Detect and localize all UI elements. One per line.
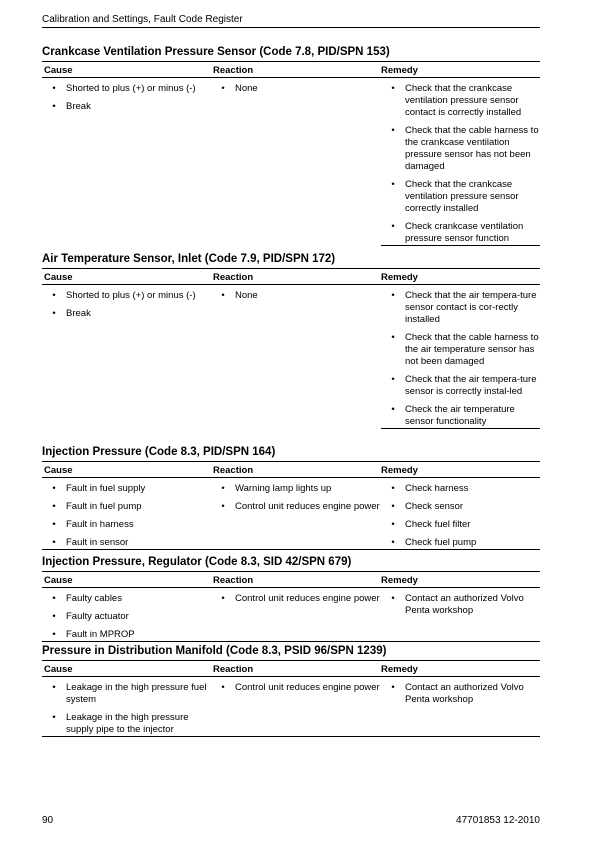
remedy-column xyxy=(381,62,540,246)
list-item: • Fault in harness xyxy=(42,519,211,531)
cause-column xyxy=(42,269,211,429)
reaction-header: Reaction xyxy=(211,269,381,285)
list-item: • Break xyxy=(42,101,211,113)
list-item: • Control unit reduces engine power xyxy=(211,501,381,513)
list-item: • Check that the cable harness to the crankcase ventilation pressure sensor has not been damaged xyxy=(381,125,540,173)
bullet-icon: • xyxy=(52,611,56,622)
reaction-column xyxy=(211,62,381,246)
list-item: • Control unit reduces engine power xyxy=(211,593,381,605)
list-item: • Shorted to plus (+) or minus (-) xyxy=(42,83,211,95)
remedy-column xyxy=(381,269,540,429)
bullet-icon: • xyxy=(221,501,225,512)
cause-column xyxy=(42,462,211,549)
list-item: • Check the air temperature sensor functionality xyxy=(381,404,540,428)
list-item: • Fault in sensor xyxy=(42,537,211,549)
bullet-icon: • xyxy=(391,290,395,301)
bullet-icon: • xyxy=(52,519,56,530)
remedy-header: Remedy xyxy=(381,462,540,478)
list-item: • Check that the cable harness to the air temperature sensor has not been damaged xyxy=(381,332,540,368)
list-item: • Break xyxy=(42,308,211,320)
list-item: • Check that the air tempera-ture sensor is correctly instal-led xyxy=(381,374,540,398)
cause-column xyxy=(42,62,211,246)
remedy-column xyxy=(381,661,540,736)
reaction-column xyxy=(211,269,381,429)
list-item: • Check that the crankcase ventilation pressure sensor contact is correctly installed xyxy=(381,83,540,119)
bullet-icon: • xyxy=(391,125,395,136)
section-title: Pressure in Distribution Manifold (Code 8.3, PSID 96/SPN 1239) xyxy=(42,645,540,661)
remedy-header: Remedy xyxy=(381,269,540,285)
list-item: • Check crankcase ventilation pressure sensor function xyxy=(381,221,540,245)
cause-header: Cause xyxy=(42,462,211,478)
bullet-icon: • xyxy=(221,290,225,301)
bullet-icon: • xyxy=(391,374,395,385)
bullet-icon: • xyxy=(52,101,56,112)
bullet-icon: • xyxy=(52,593,56,604)
list-item: • Fault in fuel pump xyxy=(42,501,211,513)
bullet-icon: • xyxy=(391,682,395,693)
bullet-icon: • xyxy=(221,593,225,604)
cause-header: Cause xyxy=(42,269,211,285)
section-title: Injection Pressure (Code 8.3, PID/SPN 164) xyxy=(42,446,540,462)
reaction-header: Reaction xyxy=(211,572,381,588)
reaction-column xyxy=(211,462,381,549)
section-title: Injection Pressure, Regulator (Code 8.3, SID 42/SPN 679) xyxy=(42,556,540,572)
fault-section-crankcase-ventilation xyxy=(42,46,540,246)
remedy-header: Remedy xyxy=(381,661,540,677)
list-item: • Check sensor xyxy=(381,501,540,513)
bullet-icon: • xyxy=(391,83,395,94)
list-item: • Leakage in the high pressure supply pipe to the injector xyxy=(42,712,211,736)
reaction-header: Reaction xyxy=(211,462,381,478)
cause-header: Cause xyxy=(42,661,211,677)
running-header: Calibration and Settings, Fault Code Register xyxy=(42,14,540,28)
remedy-header: Remedy xyxy=(381,62,540,78)
bullet-icon: • xyxy=(52,83,56,94)
bullet-icon: • xyxy=(391,593,395,604)
fault-section-injection-pressure-regulator xyxy=(42,556,540,642)
bullet-icon: • xyxy=(52,629,56,640)
cause-header: Cause xyxy=(42,62,211,78)
remedy-column xyxy=(381,462,540,549)
list-item: • Contact an authorized Volvo Penta workshop xyxy=(381,682,540,706)
bullet-icon: • xyxy=(52,537,56,548)
bullet-icon: • xyxy=(391,483,395,494)
list-item: • None xyxy=(211,290,381,302)
page-number: 90 xyxy=(42,815,54,826)
reaction-header: Reaction xyxy=(211,62,381,78)
list-item: • Warning lamp lights up xyxy=(211,483,381,495)
list-item: • Faulty cables xyxy=(42,593,211,605)
bullet-icon: • xyxy=(391,537,395,548)
bullet-icon: • xyxy=(221,483,225,494)
list-item: • Fault in fuel supply xyxy=(42,483,211,495)
reaction-column xyxy=(211,572,381,641)
bullet-icon: • xyxy=(391,221,395,232)
list-item: • Shorted to plus (+) or minus (-) xyxy=(42,290,211,302)
bullet-icon: • xyxy=(52,290,56,301)
list-item: • Leakage in the high pressure fuel system xyxy=(42,682,211,706)
section-title: Air Temperature Sensor, Inlet (Code 7.9, PID/SPN 172) xyxy=(42,253,540,269)
list-item: • Faulty actuator xyxy=(42,611,211,623)
reaction-header: Reaction xyxy=(211,661,381,677)
bullet-icon: • xyxy=(221,682,225,693)
document-number: 47701853 12-2010 xyxy=(456,815,540,826)
list-item: • Fault in MPROP xyxy=(42,629,211,641)
list-item: • Check that the crankcase ventilation pressure sensor correctly installed xyxy=(381,179,540,215)
bullet-icon: • xyxy=(391,179,395,190)
bullet-icon: • xyxy=(391,404,395,415)
list-item: • Check fuel filter xyxy=(381,519,540,531)
list-item: • None xyxy=(211,83,381,95)
list-item: • Control unit reduces engine power xyxy=(211,682,381,694)
list-item: • Contact an authorized Volvo Penta workshop xyxy=(381,593,540,617)
fault-section-injection-pressure xyxy=(42,446,540,550)
bullet-icon: • xyxy=(52,501,56,512)
cause-column xyxy=(42,572,211,641)
bullet-icon: • xyxy=(52,308,56,319)
remedy-header: Remedy xyxy=(381,572,540,588)
bullet-icon: • xyxy=(52,483,56,494)
bullet-icon: • xyxy=(221,83,225,94)
bullet-icon: • xyxy=(52,682,56,693)
cause-header: Cause xyxy=(42,572,211,588)
cause-column xyxy=(42,661,211,736)
fault-section-air-temperature xyxy=(42,253,540,429)
bullet-icon: • xyxy=(391,519,395,530)
list-item: • Check harness xyxy=(381,483,540,495)
list-item: • Check fuel pump xyxy=(381,537,540,549)
bullet-icon: • xyxy=(52,712,56,723)
reaction-column xyxy=(211,661,381,736)
section-title: Crankcase Ventilation Pressure Sensor (Code 7.8, PID/SPN 153) xyxy=(42,46,540,62)
bullet-icon: • xyxy=(391,332,395,343)
bullet-icon: • xyxy=(391,501,395,512)
fault-section-distribution-manifold xyxy=(42,645,540,737)
remedy-column xyxy=(381,572,540,641)
list-item: • Check that the air tempera-ture sensor contact is cor-rectly installed xyxy=(381,290,540,326)
